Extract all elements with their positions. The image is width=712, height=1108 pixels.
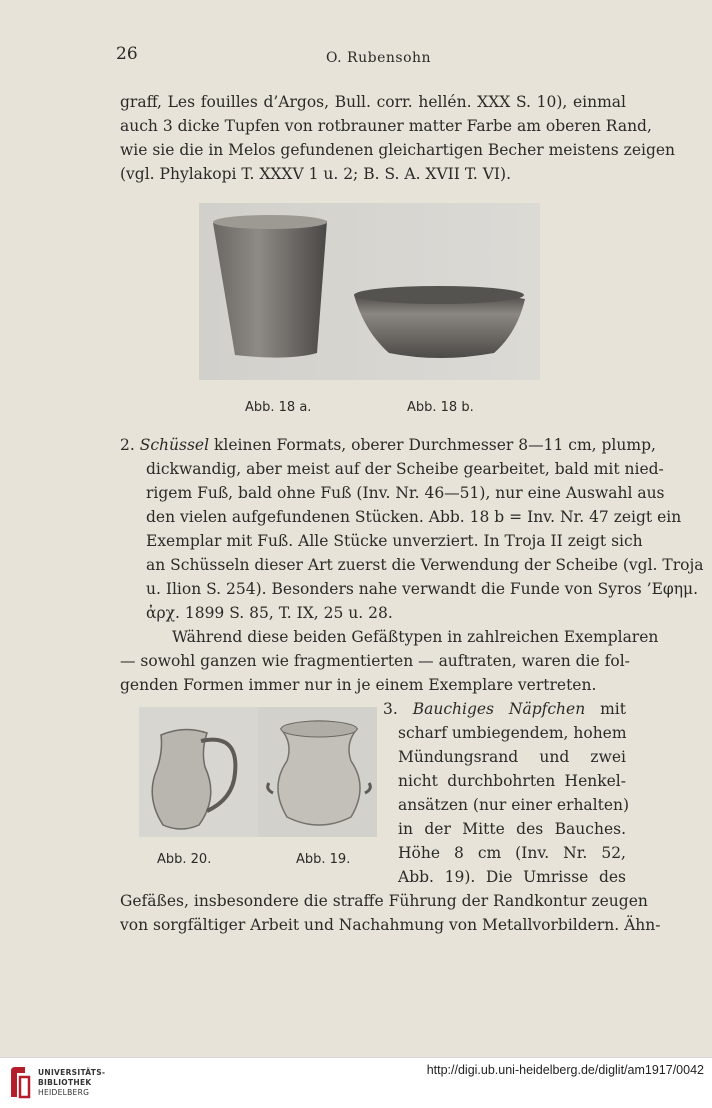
text-line: den vielen aufgefundenen Stücken. Abb. 18 b = Inv. Nr. 47 zeigt ein [146,508,682,526]
figure-19-20-photo [139,707,377,837]
text-line: nicht durchbohrten Henkel- [398,772,626,790]
text-line: u. Ilion S. 254). Besonders nahe verwandt die Funde von Syros ’Εφημ. [146,580,699,598]
page-number: 26 [116,44,138,64]
text-line: rigem Fuß, bald ohne Fuß (Inv. Nr. 46—51), nur eine Auswahl aus [146,484,665,502]
section-3-first-line [383,697,626,721]
text-line: an Schüsseln dieser Art zuerst die Verwendung der Scheibe (vgl. Troja [146,556,704,574]
text-line: in der Mitte des Bauches. [398,820,626,838]
text-line: auch 3 dicke Tupfen von rotbrauner matter Farbe am oberen Rand, [120,117,652,135]
section-term: Schüssel [139,436,210,454]
figure-caption: Abb. 19. [296,852,351,867]
text-line: Exemplar mit Fuß. Alle Stücke unverziert. In Troja II zeigt sich [146,532,643,550]
section-term: Bauchiges Näpfchen [412,700,586,718]
section-2-first-line [120,433,656,457]
text-line: Abb. 19). Die Umrisse des [398,868,626,886]
text-line: Höhe 8 cm (Inv. Nr. 52, [398,844,626,862]
text-line: Während diese beiden Gefäßtypen in zahlreichen Exemplaren [172,628,659,646]
permalink-url[interactable]: http://digi.ub.uni-heidelberg.de/diglit/am1917/0042 [426,1063,704,1077]
figure-18-photo [199,203,540,380]
library-logo-icon [9,1065,31,1099]
text-line: ansätzen (nur einer erhalten) [398,796,630,814]
greek-abbrev: ἀρχ. [146,604,180,622]
text-line: — sowohl ganzen wie fragmentierten — auftraten, waren die fol- [120,652,630,670]
library-name-line: BIBLIOTHEK [38,1078,92,1087]
text-line: scharf umbiegendem, hohem [398,724,627,742]
text-fragment: kleinen Formats, oberer Durchmesser 8—11 cm, plump, [213,436,656,454]
library-name-line: HEIDELBERG [38,1088,90,1097]
figure-caption: Abb. 18 a. [245,400,312,415]
text-line: Gefäßes, insbesondere die straffe Führung der Randkontur zeugen [120,892,648,910]
text-line: dickwandig, aber meist auf der Scheibe gearbeitet, bald mit nied- [146,460,664,478]
running-head: O. Rubensohn [326,50,432,66]
figure-caption: Abb. 18 b. [407,400,474,415]
text-line: wie sie die in Melos gefundenen gleichartigen Becher meistens zeigen [120,141,676,159]
text-fragment: mit [600,700,626,718]
text-fragment: 1899 S. 85, T. IX, 25 u. 28. [184,604,393,622]
text-line [146,601,626,625]
text-line: von sorgfältiger Arbeit und Nachahmung von Metallvorbildern. Ähn- [120,916,661,934]
text-line: genden Formen immer nur in je einem Exemplare vertreten. [120,676,597,694]
section-number: 2. [120,436,135,454]
text-line: (vgl. Phylakopi T. XXXV 1 u. 2; B. S. A. XVII T. VI). [120,165,512,183]
text-line: graff, Les fouilles d’Argos, Bull. corr. hellén. XXX S. 10), einmal [120,93,626,111]
section-number: 3. [383,700,398,718]
figure-caption: Abb. 20. [157,852,212,867]
library-name-line: UNIVERSITÄTS- [38,1068,106,1077]
text-line: Mündungsrand und zwei [398,748,626,766]
